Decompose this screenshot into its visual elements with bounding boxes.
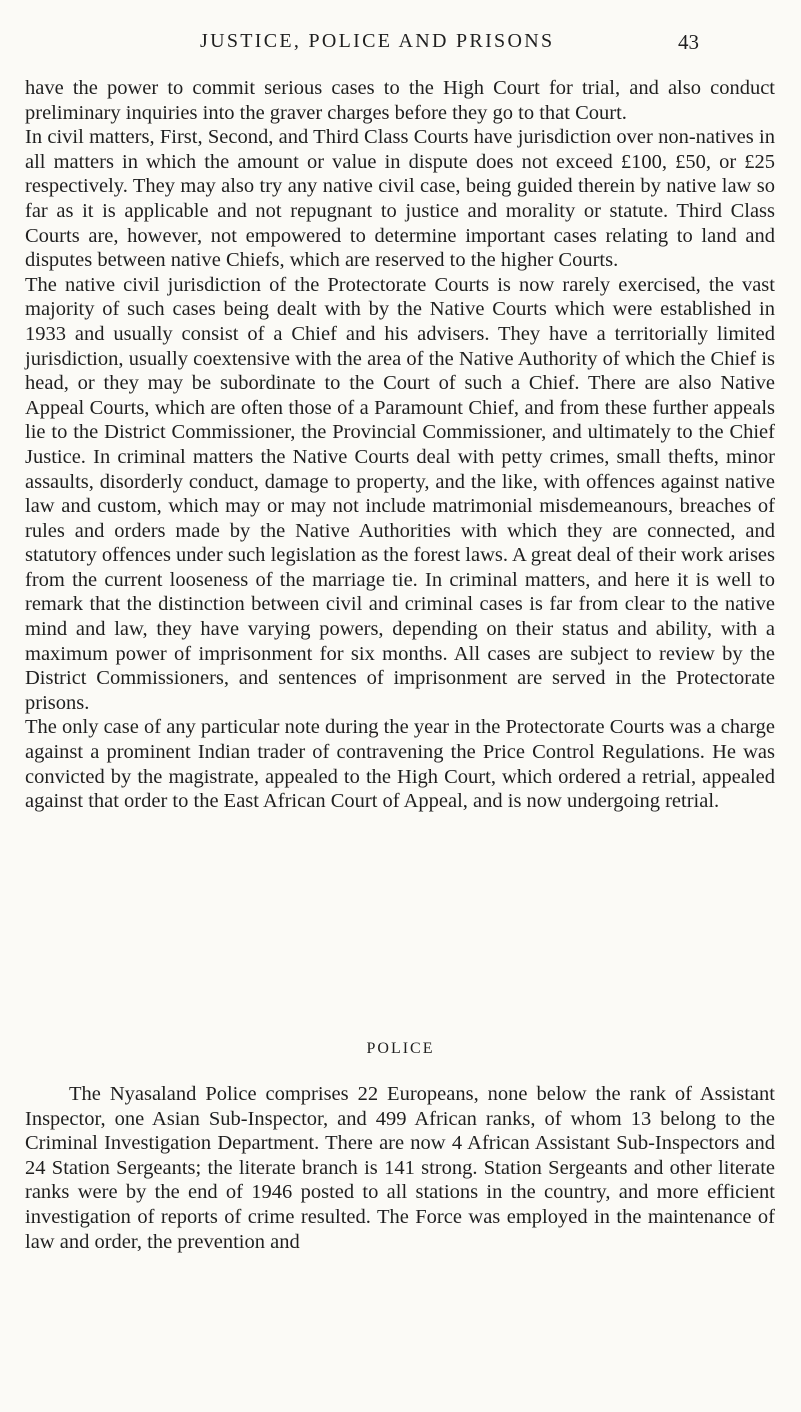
section-heading-police: POLICE [366,1040,435,1057]
paragraph-notable-case: The only case of any particular note during the year in the Protectorate Courts was a charge against a prominent Indian trader of contravening the Price Control Regulations. He was convicted by the magistrate, appealed to the High Court, which ordered a retrial, appealed against that order to the East African Court of Appeal, and is now undergoing retrial. [25,716,775,813]
paragraph-civil-matters: In civil matters, First, Second, and Third Class Courts have jurisdiction over non-natives in all matters in which the amount or value in dispute does not exceed £100, £50, or £25 respectively. They may also try any native civil case, being guided therein by native law so far as it is applicable and not repugnant to justice and morality or statute. Third Class Courts are, however, not empowered to determine important cases relating to land and disputes between native Chiefs, which are reserved to the higher Courts. [25,126,775,272]
running-title: JUSTICE, POLICE AND PRISONS [200,30,555,52]
body-text [0,76,801,814]
police-section-text [0,1082,801,1254]
running-header [0,30,801,60]
paragraph-native-jurisdiction: The native civil jurisdiction of the Protectorate Courts is now rarely exercised, the vast majority of such cases being dealt with by the Native Courts which were established in 1933 and usually consist of a Chief and his advisers. They have a territorially limited jurisdiction, usually coextensive with the area of the Native Authority of which the Chief is head, or they may be subordinate to the Court of such a Chief. There are also Native Appeal Courts, which are often those of a Paramount Chief, and from these further appeals lie to the District Commissioner, the Provincial Commissioner, and ultimately to the Chief Justice. In criminal matters the Native Courts deal with petty crimes, small thefts, minor assaults, disorderly conduct, damage to property, and the like, with offences against native law and custom, which may or may not include matrimonial misdemeanours, breaches of rules and orders made by the Native Authorities with which they are connected, and statutory offences under such legislation as the forest laws. A great deal of their work arises from the current looseness of the marriage tie. In criminal matters, and here it is well to remark that the distinction between civil and criminal cases is far from clear to the native mind and law, they have varying powers, depending on their status and ability, with a maximum power of imprisonment for six months. All cases are subject to review by the District Commissioners, and sentences of imprisonment are served in the Protectorate prisons. [25,273,775,714]
paragraph-commit-powers: have the power to commit serious cases to the High Court for trial, and also conduct preliminary inquiries into the graver charges before they go to that Court. [25,77,775,124]
paragraph-police-force: The Nyasaland Police comprises 22 Europeans, none below the rank of Assistant Inspector, one Asian Sub-Inspector, and 499 African ranks, of whom 13 belong to the Criminal Investigation Department. There are now 4 African Assistant Sub-Inspectors and 24 Station Sergeants; the literate branch is 141 strong. Station Sergeants and other literate ranks were by the end of 1946 posted to all stations in the country, and more efficient investigation of reports of crime resulted. The Force was employed in the maintenance of law and order, the prevention and [25,1083,775,1253]
page-number: 43 [678,30,699,54]
